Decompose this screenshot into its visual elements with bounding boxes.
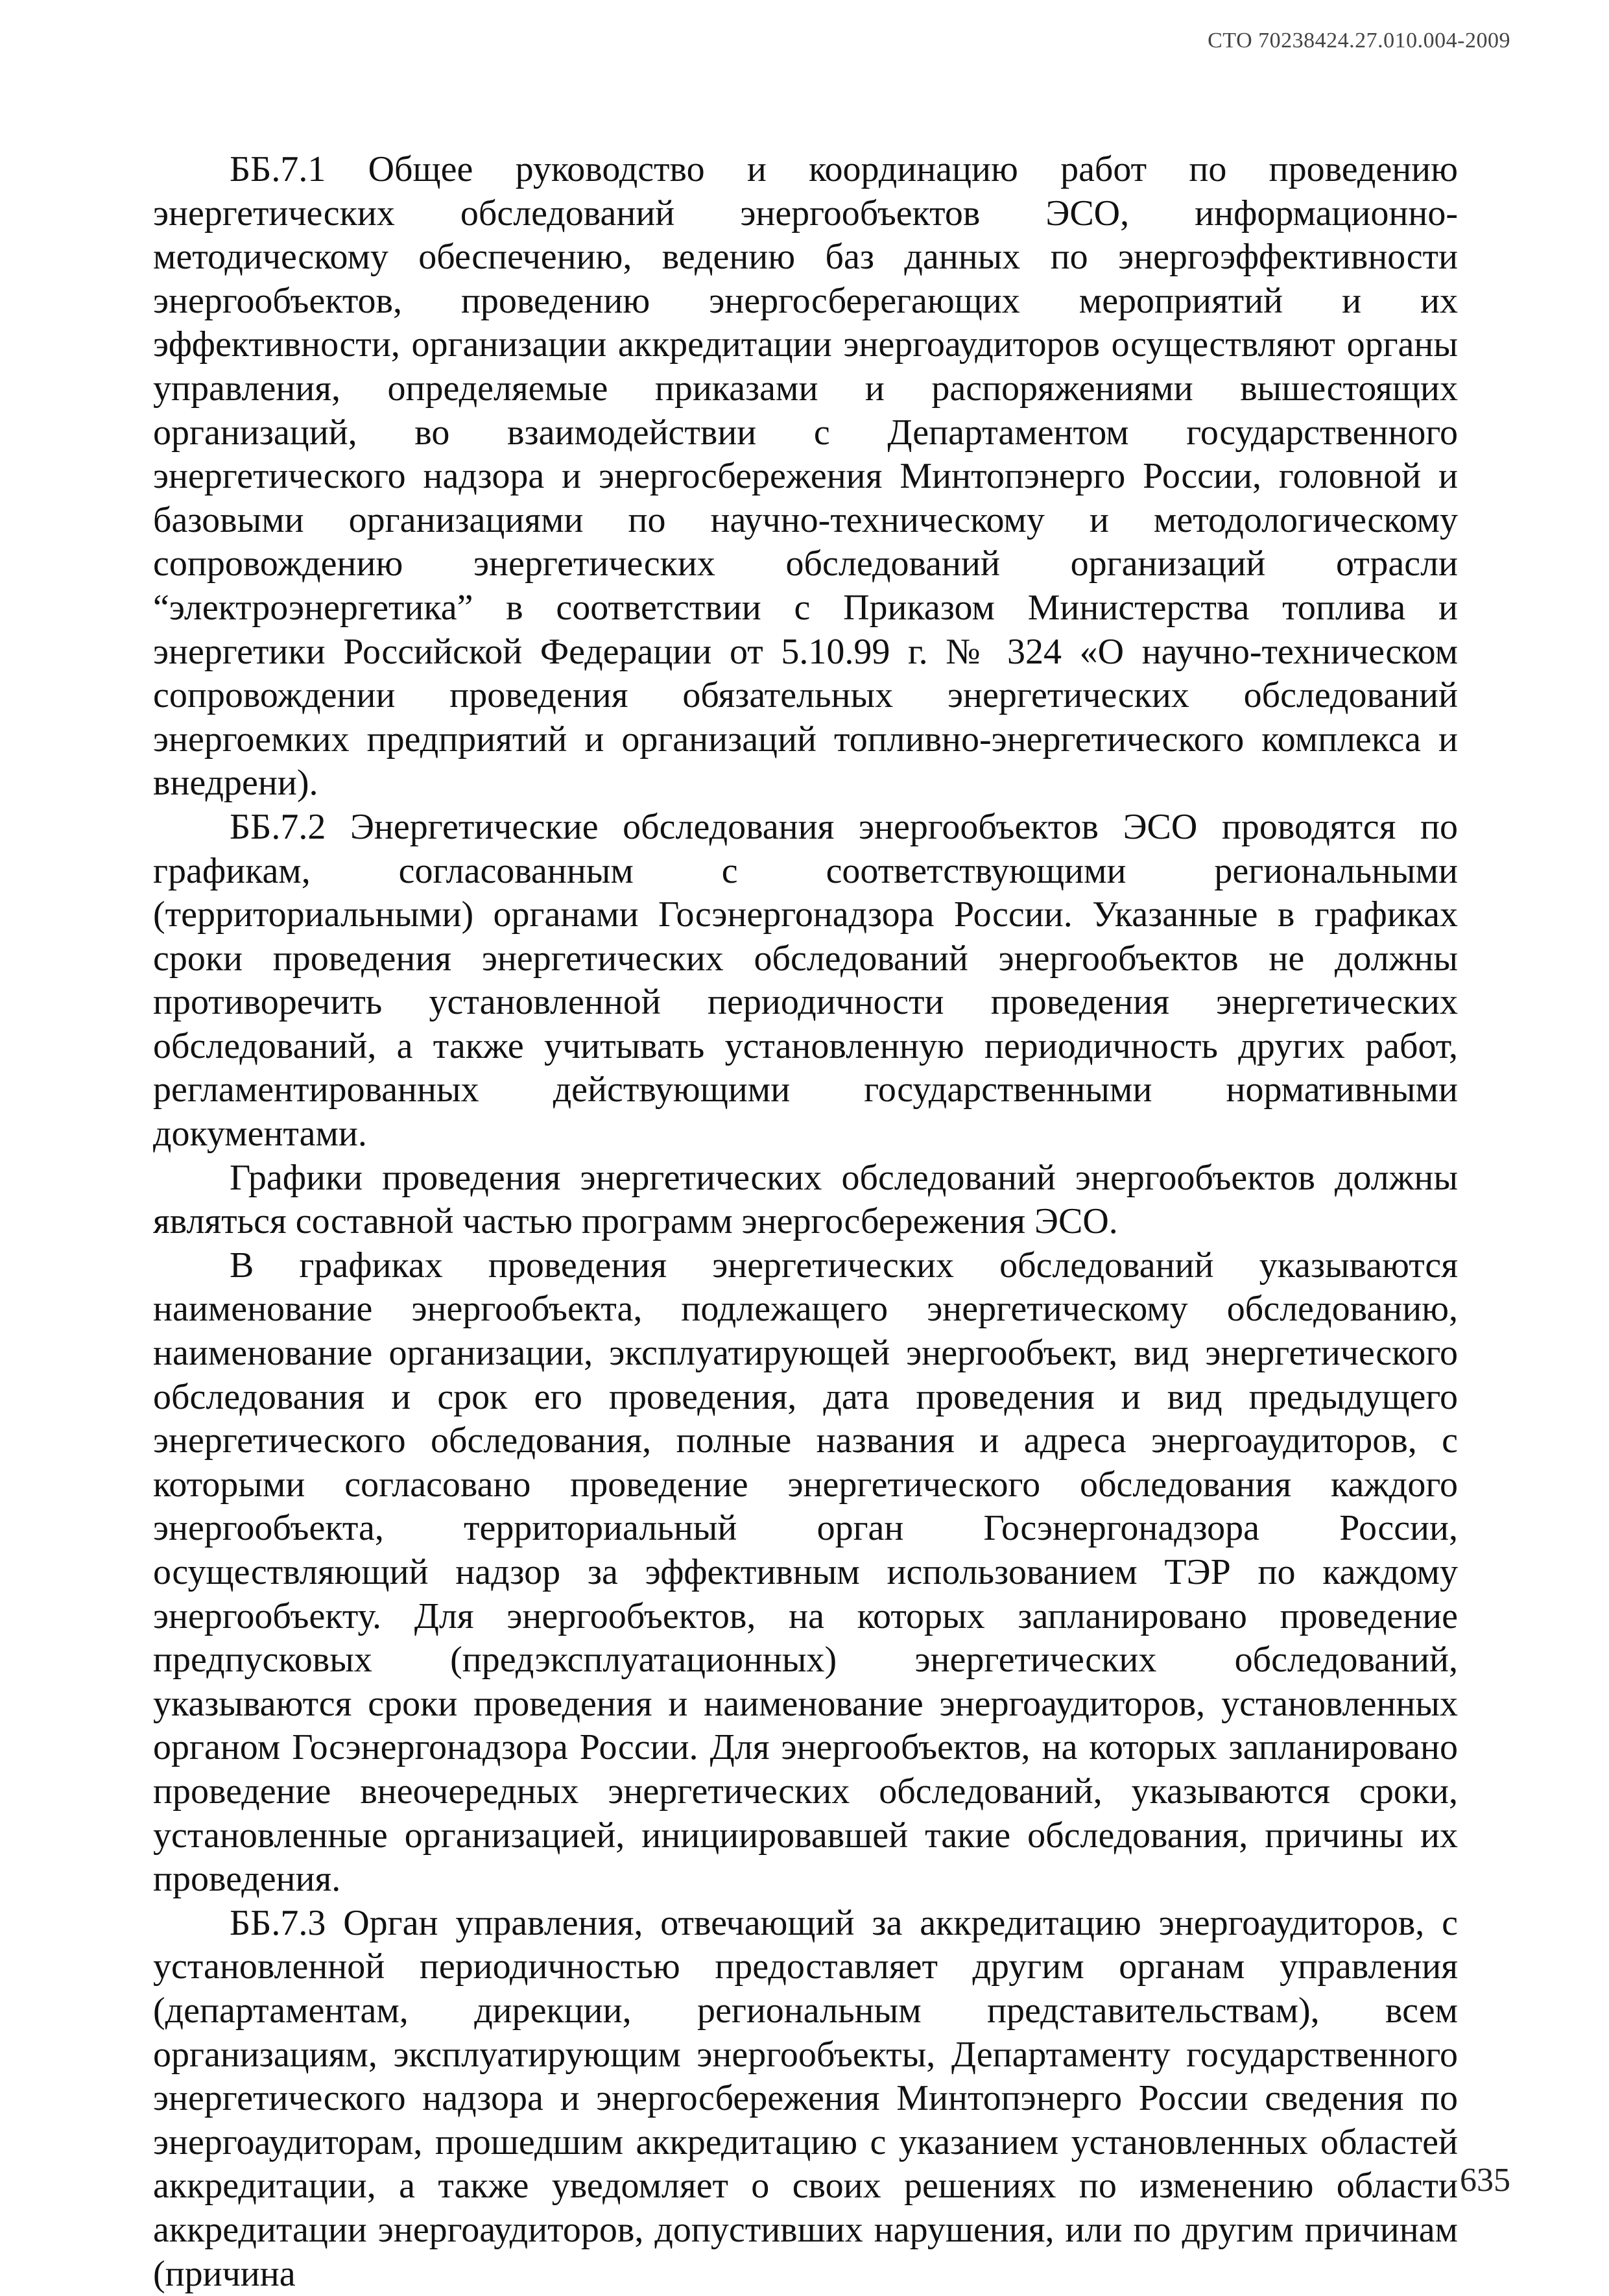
- page-number: 635: [1460, 2162, 1510, 2199]
- document-body: [153, 148, 1458, 2296]
- paragraph-bb-7-2: ББ.7.2 Энергетические обследования энергообъектов ЭСО проводятся по графикам, согласованным с соответствующими региональными (территориальными) органами Госэнергонадзора России. Указанные в графиках сроки проведения энергетических обследований энергообъектов не должны противоречить установленной периодичности проведения энергетических обследований, а также учитывать установленную периодичность других работ, регламентированных действующими государственными нормативными документами.: [153, 806, 1458, 1154]
- paragraph-bb-7-3: ББ.7.3 Орган управления, отвечающий за аккредитацию энергоаудиторов, с установленной периодичностью предоставляет другим органам управления (департаментам, дирекции, региональным представительствам), всем организациям, эксплуатирующим энергообъекты, Департаменту государственного энергетического надзора и энергосбережения Минтопэнерго России сведения по энергоаудиторам, прошедшим аккредитацию с указанием установленных областей аккредитации, а также уведомляет о своих решениях по изменению области аккредитации энергоаудиторов, допустивших нарушения, или по другим причинам (причина: [153, 1902, 1458, 2294]
- paragraph-schedules: Графики проведения энергетических обследований энергообъектов должны являться составной частью программ энергосбережения ЭСО.: [153, 1157, 1458, 1242]
- document-code-header: СТО 70238424.27.010.004-2009: [1208, 29, 1510, 53]
- paragraph-bb-7-1: ББ.7.1 Общее руководство и координацию работ по проведению энергетических обследований энергообъектов ЭСО, информационно-методическому обеспечению, ведению баз данных по энергоэффективности энергообъектов, проведению энергосберегающих мероприятий и их эффективности, организации аккредитации энергоаудиторов осуществляют органы управления, определяемые приказами и распоряжениями вышестоящих организаций, во взаимодействии с Департаментом государственного энергетического надзора и энергосбережения Минтопэнерго России, головной и базовыми организациями по научно-техническому и методологическому сопровождению энергетических обследований организаций отрасли “электроэнергетика” в соответствии с Приказом Министерства топлива и энергетики Российской Федерации от 5.10.99 г. № 324 «О научно-техническом сопровождении проведения обязательных энергетических обследований энергоемких предприятий и организаций топливно-энергетического комплекса и внедрени).: [153, 149, 1458, 804]
- paragraph-schedule-contents: В графиках проведения энергетических обследований указываются наименование энергообъекта, подлежащего энергетическому обследованию, наименование организации, эксплуатирующей энергообъект, вид энергетического обследования и срок его проведения, дата проведения и вид предыдущего энергетического обследования, полные названия и адреса энергоаудиторов, с которыми согласовано проведение энергетического обследования каждого энергообъекта, территориальный орган Госэнергонадзора России, осуществляющий надзор за эффективным использованием ТЭР по каждому энергообъекту. Для энергообъектов, на которых запланировано проведение предпусковых (предэксплуатационных) энергетических обследований, указываются сроки проведения и наименование энергоаудиторов, установленных органом Госэнергонадзора России. Для энергообъектов, на которых запланировано проведение внеочередных энергетических обследований, указываются сроки, установленные организацией, инициировавшей такие обследования, причины их проведения.: [153, 1245, 1458, 1900]
